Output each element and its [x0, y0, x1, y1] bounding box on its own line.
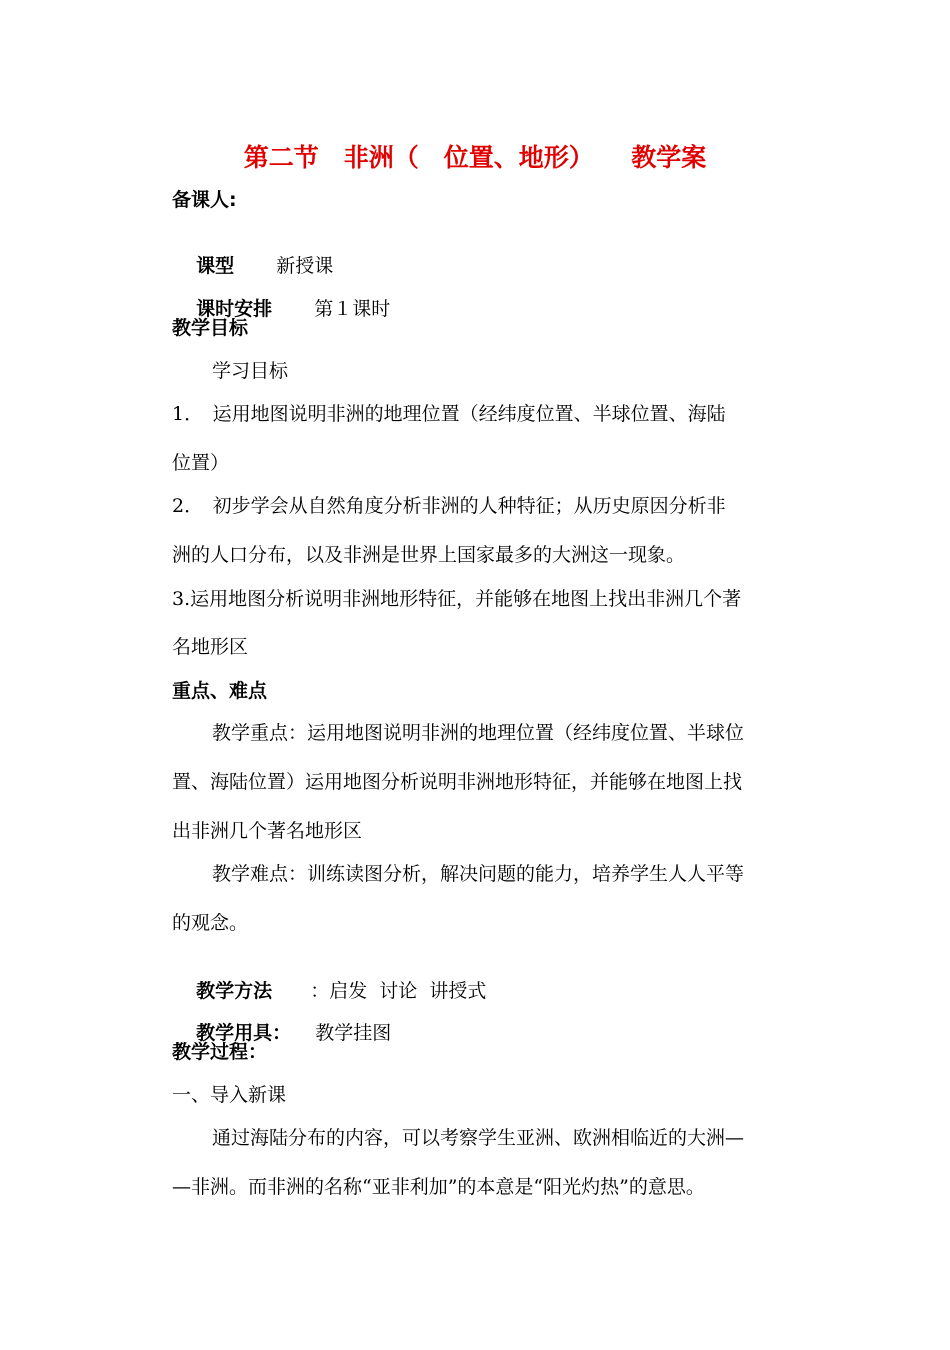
method-label: 教学方法 [196, 980, 273, 1002]
study-goals-label: 学习目标 [212, 360, 289, 382]
goal-2-line-2: 洲的人口分布，以及非洲是世界上国家最多的大洲这一现象。 [172, 544, 686, 566]
intro-line-2: —非洲。而非洲的名称“亚非利加”的本意是“阳光灼热”的意思。 [172, 1176, 705, 1198]
lesson-type-value: 新授课 [276, 255, 334, 277]
process-heading: 教学过程： [172, 1041, 268, 1063]
goal-3-line-2: 名地形区 [172, 636, 249, 658]
key-point-line-2: 置、海陆位置）运用地图分析说明非洲地形特征，并能够在地图上找 [172, 771, 743, 793]
key-point-line-1: 教学重点：运用地图说明非洲的地理位置（经纬度位置、半球位 [212, 722, 745, 744]
schedule-label: 课时安排 [196, 298, 273, 320]
goal-1-line-2: 位置） [172, 452, 230, 474]
intro-line-1: 通过海陆分布的内容，可以考察学生亚洲、欧洲相临近的大洲— [212, 1127, 745, 1149]
tools-value: 教学挂图 [315, 1022, 392, 1044]
key-difficulty-heading: 重点、难点 [172, 680, 268, 702]
method-value: ：启发 讨论 讲授式 [310, 980, 487, 1002]
preparer-label: 备课人: [172, 189, 237, 211]
goal-1-line-1: 1． 运用地图说明非洲的地理位置（经纬度位置、半球位置、海陆 [172, 403, 726, 425]
page-title: 第二节 非洲（ 位置、地形） 教学案 [243, 143, 707, 172]
lesson-type-label: 课型 [196, 255, 235, 277]
key-point-line-3: 出非洲几个著名地形区 [172, 820, 363, 842]
goal-3-line-1: 3.运用地图分析说明非洲地形特征，并能够在地图上找出非洲几个著 [172, 588, 742, 610]
section-1-heading: 一、导入新课 [172, 1084, 287, 1106]
difficulty-line-2: 的观念。 [172, 912, 249, 934]
goals-heading: 教学目标 [172, 317, 249, 339]
goal-2-line-1: 2． 初步学会从自然角度分析非洲的人种特征；从历史原因分析非 [172, 495, 726, 517]
schedule-value: 第１课时 [314, 298, 391, 320]
difficulty-line-1: 教学难点：训练读图分析，解决问题的能力，培养学生人人平等 [212, 863, 745, 885]
tools-label: 教学用具： [196, 1022, 292, 1044]
